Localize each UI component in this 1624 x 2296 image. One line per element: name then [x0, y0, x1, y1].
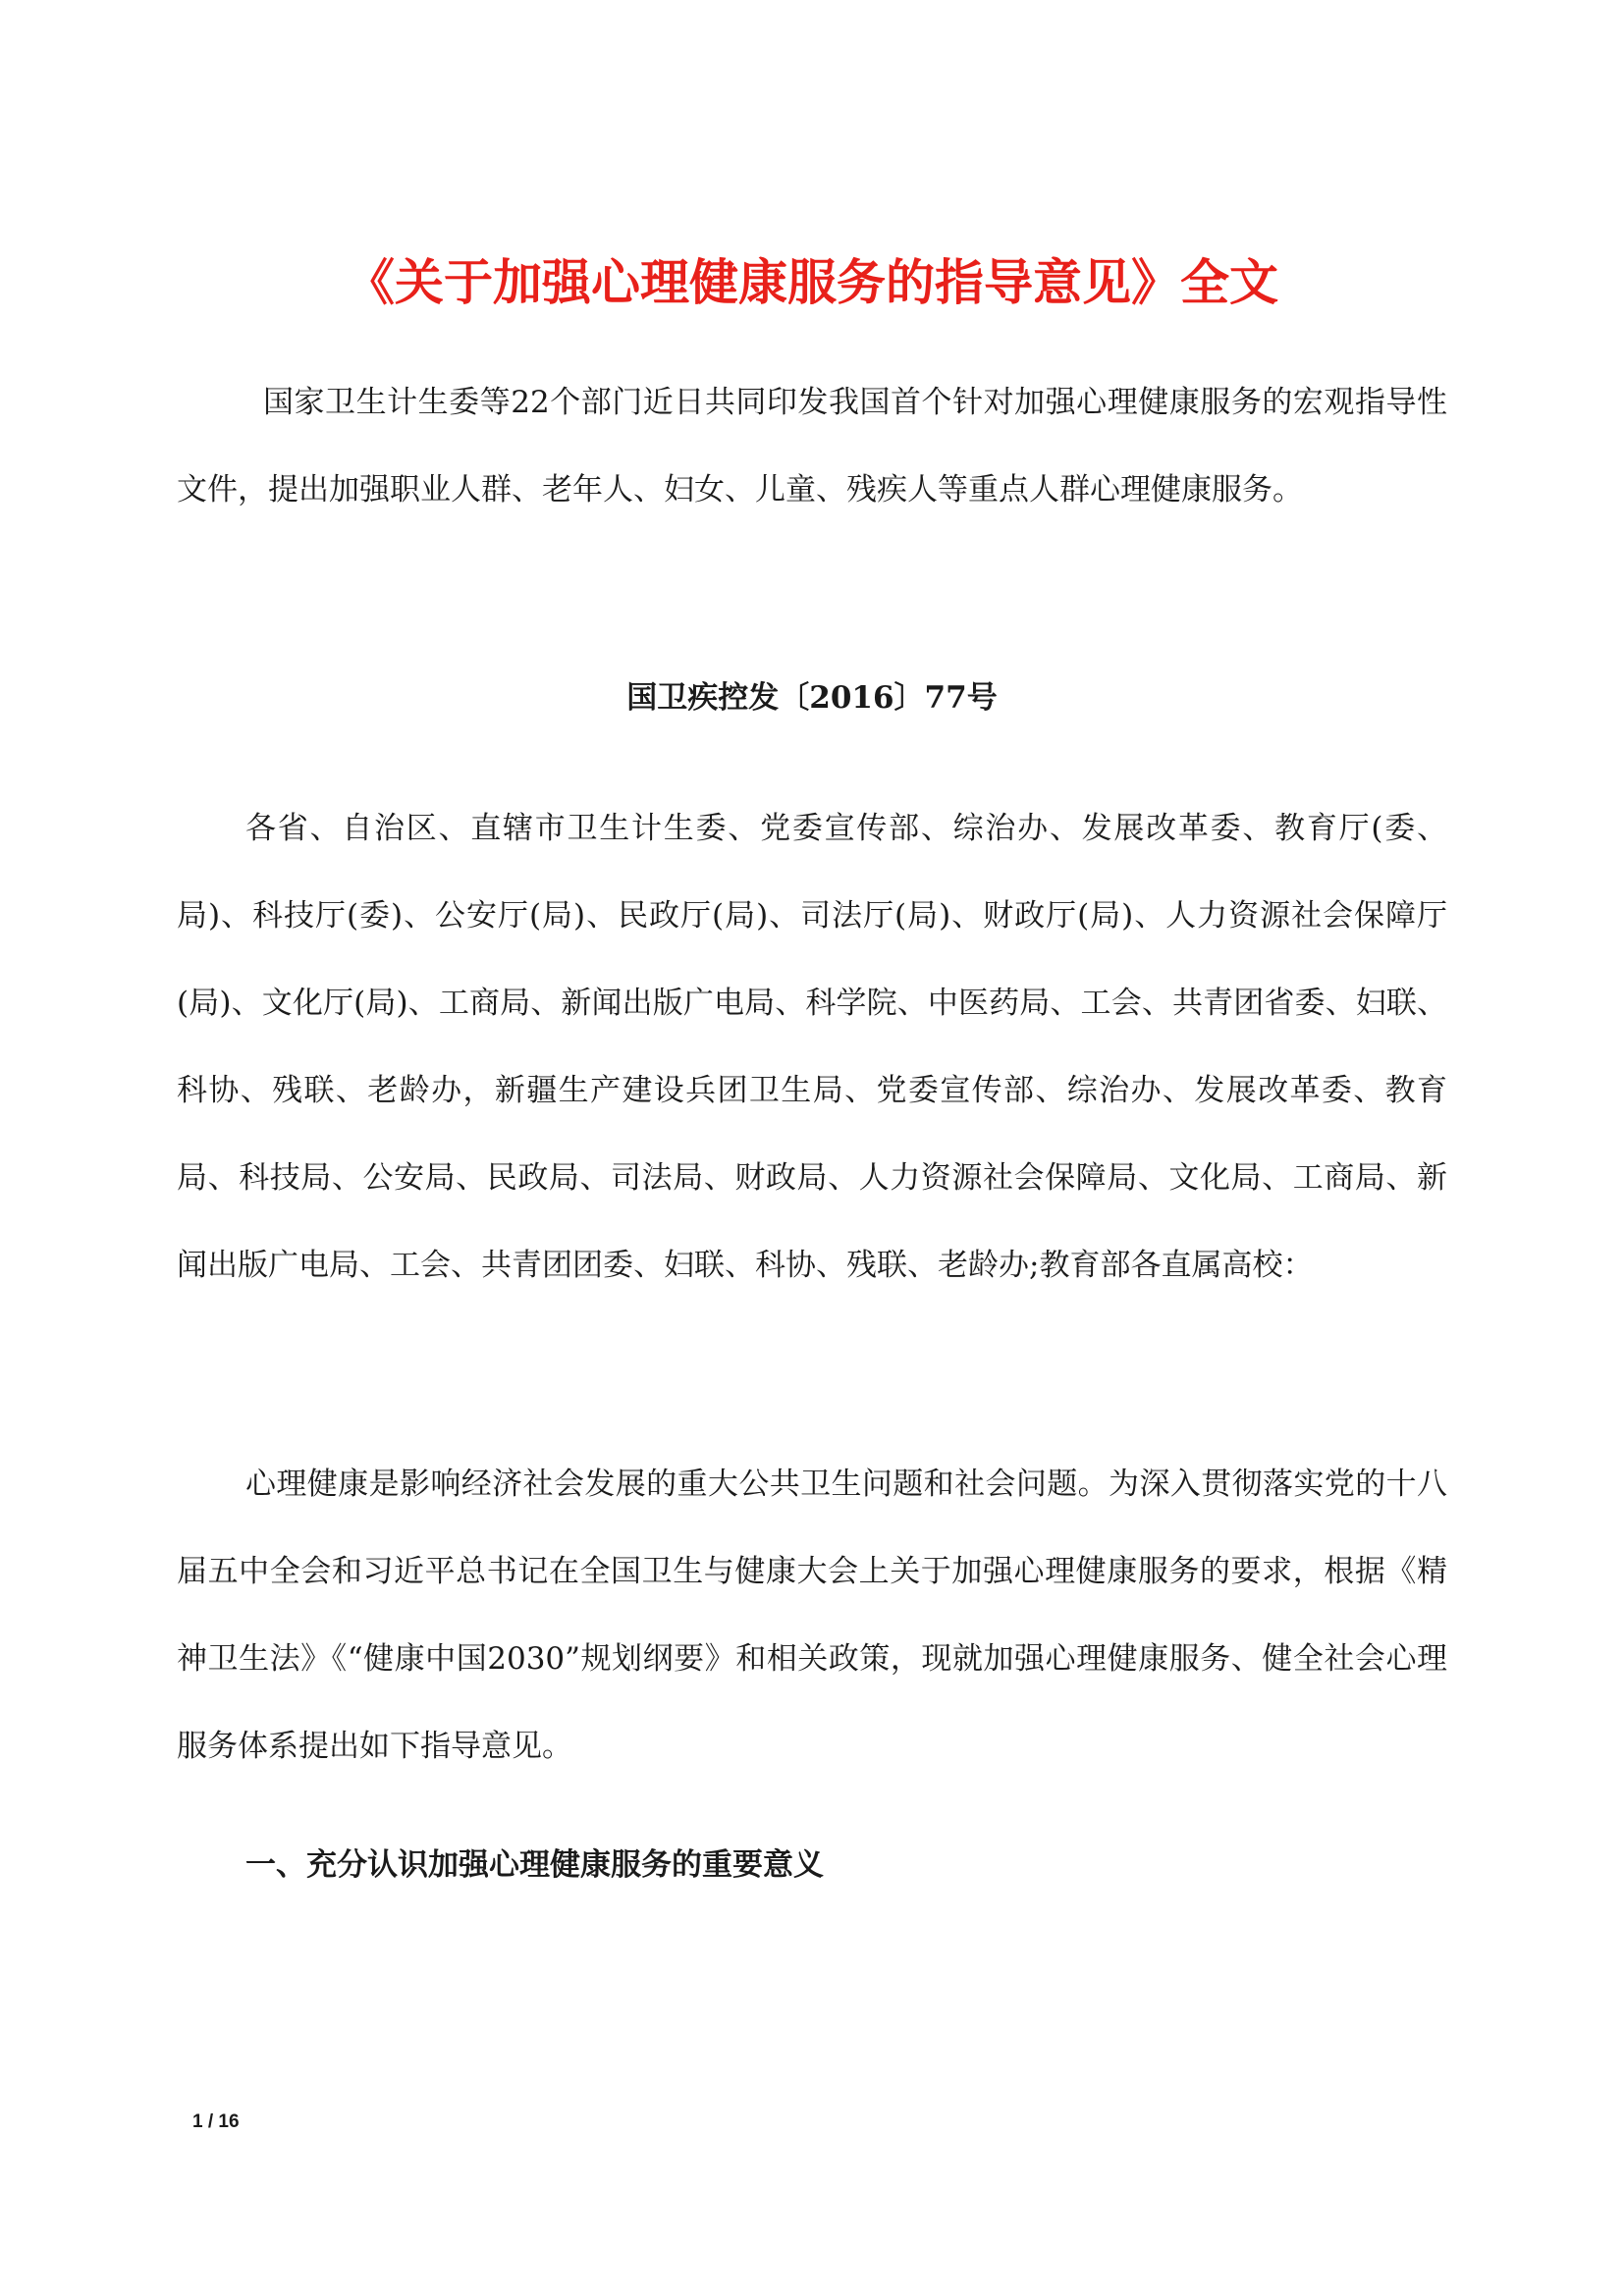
- intro-paragraph: 国家卫生计生委等22个部门近日共同印发我国首个针对加强心理健康服务的宏观指导性文件，提出加强职业人群、老年人、妇女、儿童、残疾人等重点人群心理健康服务。: [177, 385, 1447, 507]
- recipients-paragraph: 各省、自治区、直辖市卫生计生委、党委宣传部、综治办、发展改革委、教育厅(委、局)、科技厅(委)、公安厅(局)、民政厅(局)、司法厅(局)、财政厅(局)、人力资源社会保障厅(局)、文化厅(局)、工商局、新闻出版广电局、科学院、中医药局、工会、共青团省委、妇联、科协、残联、老龄办，新疆生产建设兵团卫生局、党委宣传部、综治办、发展改革委、教育局、科技局、公安局、民政局、司法局、财政局、人力资源社会保障局、文化局、工商局、新闻出版广电局、工会、共青团团委、妇联、科协、残联、老龄办;教育部各直属高校：: [177, 811, 1447, 1283]
- body-paragraph: 心理健康是影响经济社会发展的重大公共卫生问题和社会问题。为深入贯彻落实党的十八届五中全会和习近平总书记在全国卫生与健康大会上关于加强心理健康服务的要求，根据《精神卫生法》《“健康中国2030”规划纲要》和相关政策，现就加强心理健康服务、健全社会心理服务体系提出如下指导意见。: [177, 1467, 1447, 1764]
- page-number: 1 / 16: [192, 2111, 240, 2132]
- section-heading: 一、充分认识加强心理健康服务的重要意义: [245, 1847, 824, 1883]
- document-number: 国卫疾控发〔2016〕77号: [626, 680, 998, 716]
- document-title: 《关于加强心理健康服务的指导意见》全文: [346, 253, 1278, 311]
